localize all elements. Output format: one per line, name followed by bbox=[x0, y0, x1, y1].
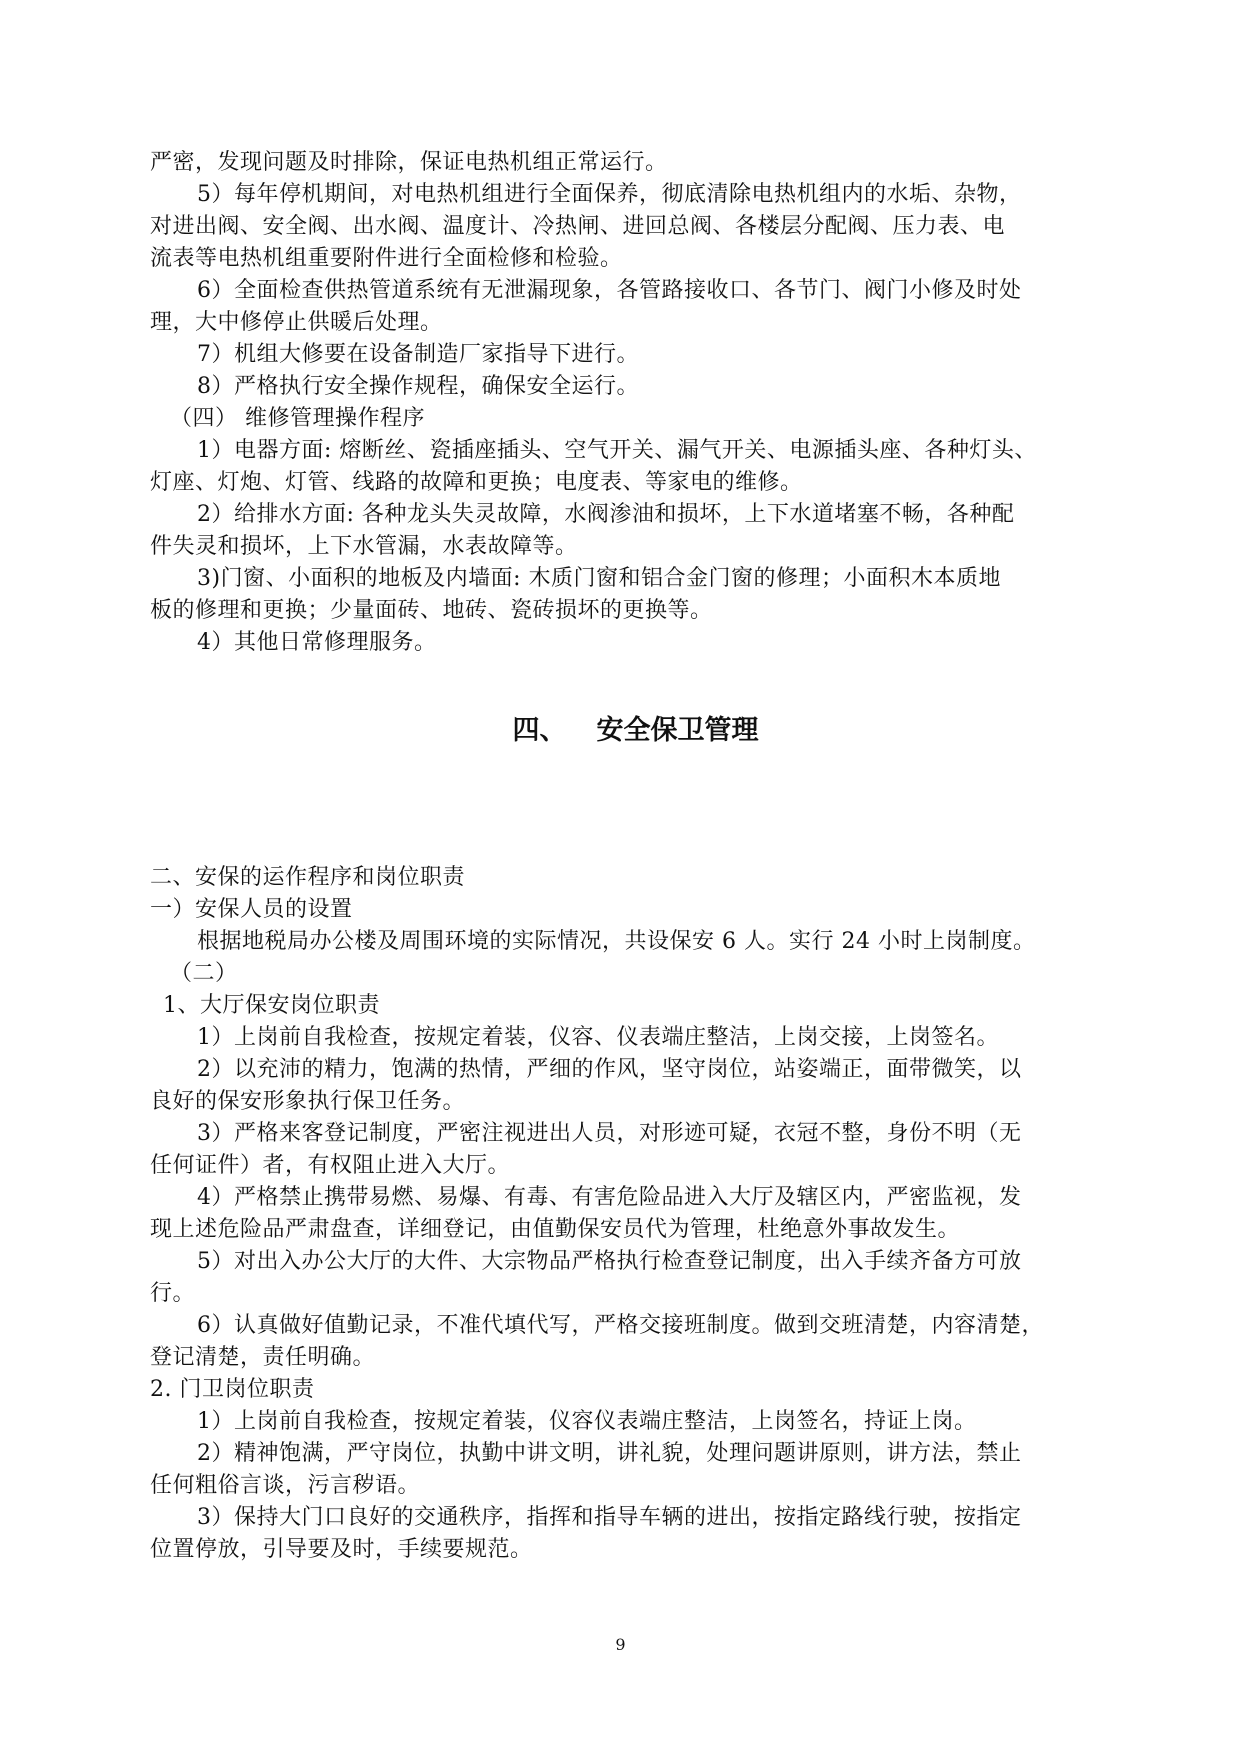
text-line: 2）以充沛的精力，饱满的热情，严细的作风，坚守岗位，站姿端正，面带微笑，以 bbox=[197, 1057, 1022, 1082]
text-line: 板的修理和更换；少量面砖、地砖、瓷砖损坏的更换等。 bbox=[150, 598, 713, 623]
text-line: 理，大中修停止供暖后处理。 bbox=[150, 310, 443, 335]
text-line: 8）严格执行安全操作规程，确保安全运行。 bbox=[197, 374, 639, 399]
subsection-title: 1、大厅保安岗位职责 bbox=[163, 993, 380, 1018]
text-line: 良好的保安形象执行保卫任务。 bbox=[150, 1089, 466, 1114]
text-line: 严密，发现问题及时排除，保证电热机组正常运行。 bbox=[150, 150, 668, 175]
subsection-title: 2. 门卫岗位职责 bbox=[150, 1377, 315, 1402]
page-number: 9 bbox=[615, 1635, 626, 1654]
text-line: 5）对出入办公大厅的大件、大宗物品严格执行检查登记制度，出入手续齐备方可放 bbox=[197, 1249, 1022, 1274]
text-line: 7）机组大修要在设备制造厂家指导下进行。 bbox=[197, 342, 639, 367]
text-line: 根据地税局办公楼及周围环境的实际情况，共设保安 6 人。实行 24 小时上岗制度。 bbox=[197, 929, 1036, 954]
text-line: 6）认真做好值勤记录，不准代填代写，严格交接班制度。做到交班清楚，内容清楚， bbox=[197, 1313, 1044, 1338]
text-line: 任何粗俗言谈，污言秽语。 bbox=[150, 1473, 421, 1498]
section-title: 二、安保的运作程序和岗位职责 bbox=[150, 865, 466, 890]
text-line: 1）上岗前自我检查，按规定着装，仪容、仪表端庄整洁，上岗交接，上岗签名。 bbox=[197, 1025, 999, 1050]
text-line: 5）每年停机期间，对电热机组进行全面保养，彻底清除电热机组内的水垢、杂物， bbox=[197, 182, 1022, 207]
subsection-title: （二） bbox=[170, 961, 238, 986]
section-heading-title: 安全保卫管理 bbox=[596, 715, 759, 746]
text-line: 4）严格禁止携带易燃、易爆、有毒、有害危险品进入大厅及辖区内，严密监视，发 bbox=[197, 1185, 1022, 1210]
section-subheading: （四） 维修管理操作程序 bbox=[170, 406, 425, 431]
text-line: 2）给排水方面: 各种龙头失灵故障，水阀渗油和损坏，上下水道堵塞不畅，各种配 bbox=[197, 502, 1015, 527]
section-heading bbox=[0, 713, 1241, 749]
text-line: 登记清楚，责任明确。 bbox=[150, 1345, 376, 1370]
text-line: 4）其他日常修理服务。 bbox=[197, 630, 437, 655]
text-line: 流表等电热机组重要附件进行全面检修和检验。 bbox=[150, 246, 623, 271]
text-line: 3）严格来客登记制度，严密注视进出人员，对形迹可疑，衣冠不整，身份不明（无 bbox=[197, 1121, 1022, 1146]
text-line: 6）全面检查供热管道系统有无泄漏现象，各管路接收口、各节门、阀门小修及时处 bbox=[197, 278, 1022, 303]
section-heading-number: 四、 bbox=[512, 715, 567, 746]
text-line: 2）精神饱满，严守岗位，执勤中讲文明，讲礼貌，处理问题讲原则，讲方法，禁止 bbox=[197, 1441, 1022, 1466]
text-line: 1）上岗前自我检查，按规定着装，仪容仪表端庄整洁，上岗签名，持证上岗。 bbox=[197, 1409, 977, 1434]
text-line: 现上述危险品严肃盘查，详细登记，由值勤保安员代为管理，杜绝意外事故发生。 bbox=[150, 1217, 961, 1242]
subsection-title: 一）安保人员的设置 bbox=[150, 897, 353, 922]
text-line: 1）电器方面: 熔断丝、瓷插座插头、空气开关、漏气开关、电源插头座、各种灯头、 bbox=[197, 438, 1037, 463]
text-line: 3）保持大门口良好的交通秩序，指挥和指导车辆的进出，按指定路线行驶，按指定 bbox=[197, 1505, 1022, 1530]
text-line: 对进出阀、安全阀、出水阀、温度计、冷热闸、进回总阀、各楼层分配阀、压力表、电 bbox=[150, 214, 1006, 239]
text-line: 行。 bbox=[150, 1281, 196, 1306]
text-line: 件失灵和损坏，上下水管漏，水表故障等。 bbox=[150, 534, 578, 559]
text-line: 3)门窗、小面积的地板及内墙面: 木质门窗和铝合金门窗的修理；小面积木本质地 bbox=[197, 566, 1001, 591]
text-line: 灯座、灯炮、灯管、线路的故障和更换；电度表、等家电的维修。 bbox=[150, 470, 803, 495]
text-line: 任何证件）者，有权阻止进入大厅。 bbox=[150, 1153, 511, 1178]
text-line: 位置停放，引导要及时，手续要规范。 bbox=[150, 1537, 533, 1562]
